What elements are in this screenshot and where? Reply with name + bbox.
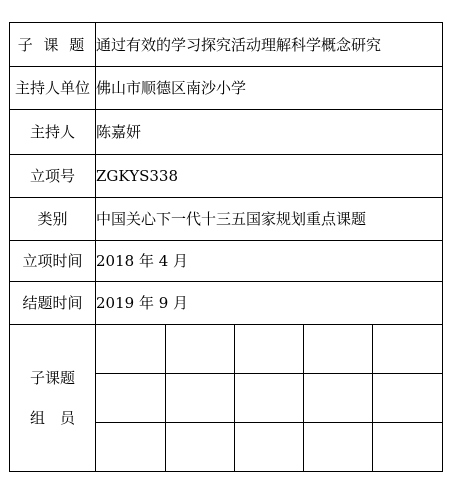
member-cell[interactable] bbox=[235, 374, 304, 423]
member-cell[interactable] bbox=[235, 423, 304, 472]
members-row bbox=[10, 325, 443, 374]
host-unit-label: 主持人单位 bbox=[10, 67, 96, 110]
member-cell[interactable] bbox=[166, 374, 235, 423]
subtopic-label: 子 课 题 bbox=[10, 23, 96, 67]
member-cell[interactable] bbox=[96, 423, 166, 472]
host-value: 陈嘉妍 bbox=[96, 110, 443, 155]
member-cell[interactable] bbox=[166, 423, 235, 472]
project-number-value: ZGKYS338 bbox=[96, 155, 443, 198]
member-cell[interactable] bbox=[373, 423, 443, 472]
table-row bbox=[10, 155, 443, 198]
member-cell[interactable] bbox=[304, 325, 373, 374]
subtopic-value: 通过有效的学习探究活动理解科学概念研究 bbox=[96, 23, 443, 67]
table-row bbox=[10, 282, 443, 325]
member-cell[interactable] bbox=[373, 374, 443, 423]
project-number-label: 立项号 bbox=[10, 155, 96, 198]
table-row bbox=[10, 110, 443, 155]
member-cell[interactable] bbox=[373, 325, 443, 374]
table-row bbox=[10, 198, 443, 241]
member-cell[interactable] bbox=[235, 325, 304, 374]
approval-date-value: 2018 年 4 月 bbox=[96, 241, 443, 282]
category-value: 中国关心下一代十三五国家规划重点课题 bbox=[96, 198, 443, 241]
member-cell[interactable] bbox=[304, 423, 373, 472]
approval-date-label: 立项时间 bbox=[10, 241, 96, 282]
table-row bbox=[10, 67, 443, 110]
member-cell[interactable] bbox=[96, 325, 166, 374]
member-cell[interactable] bbox=[96, 374, 166, 423]
host-label: 主持人 bbox=[10, 110, 96, 155]
member-cell[interactable] bbox=[304, 374, 373, 423]
project-info-table bbox=[9, 22, 443, 472]
completion-date-value: 2019 年 9 月 bbox=[96, 282, 443, 325]
member-cell[interactable] bbox=[166, 325, 235, 374]
completion-date-label: 结题时间 bbox=[10, 282, 96, 325]
members-label-line1: 子课题 bbox=[29, 369, 75, 387]
host-unit-value: 佛山市顺德区南沙小学 bbox=[96, 67, 443, 110]
table-row bbox=[10, 241, 443, 282]
members-label-line2: 组 员 bbox=[29, 409, 75, 427]
category-label: 类别 bbox=[10, 198, 96, 241]
members-label bbox=[10, 325, 96, 472]
table-row bbox=[10, 23, 443, 67]
